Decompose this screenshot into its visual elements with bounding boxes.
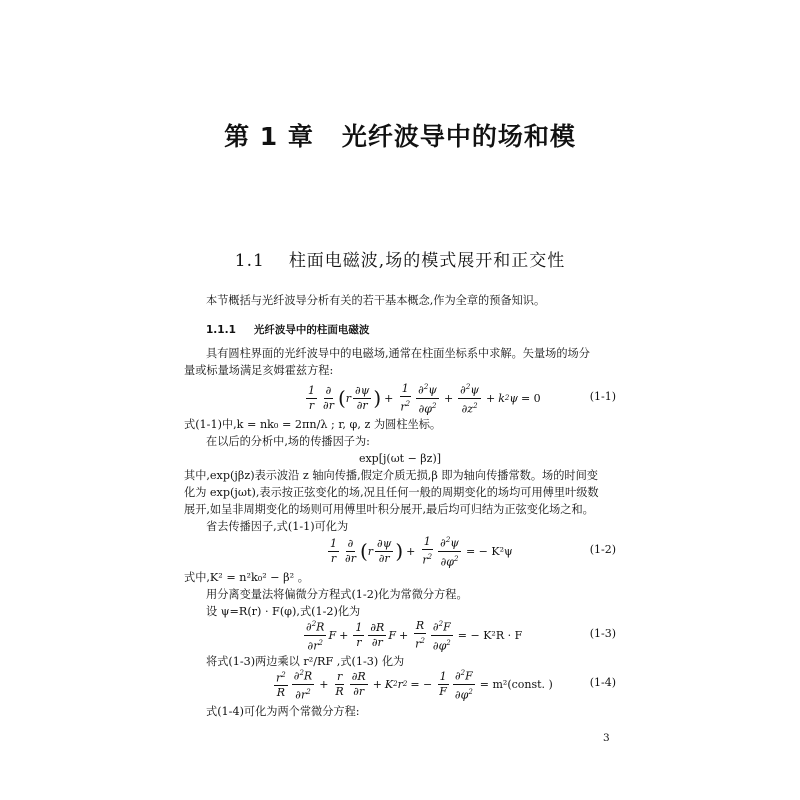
equation-1-3 bbox=[184, 617, 616, 653]
paragraph-2: 在以后的分析中,场的传播因子为: bbox=[206, 435, 370, 448]
paragraph-4: 省去传播因子,式(1-1)可化为 bbox=[206, 520, 349, 533]
equation-1-1-body: $\frac{1}{r}$ $\frac{\partial}{\partial r}$ ( r $\frac{\partial\psi}{\partial r}$ ) + $\frac{1}{r^2}$ $\frac{\partial^2\psi}{\partial\varphi^2}$ + $\frac{\partial^2\psi}{\partial z^2}$ + k 2 ψ = 0 bbox=[308, 381, 541, 416]
page-number: 3 bbox=[603, 732, 610, 744]
paragraph-6: 设 ψ=R(r) · F(φ),式(1-2)化为 bbox=[206, 605, 361, 618]
equation-1-4 bbox=[184, 666, 616, 702]
equation-1-4-body: $\frac{r^2}{R}$ $\frac{\partial^2R}{\partial r^2}$ + $\frac{r}{R}$ $\frac{\partial R}{\partial r}$ + K 2 r 2 = − $\frac{1}{F}$ $\frac{\partial^2F}{\partial\varphi^2}$ = m²(const. ) bbox=[272, 666, 556, 702]
subsection-number: 1.1.1 bbox=[206, 324, 236, 336]
subsection-name: 光纤波导中的柱面电磁波 bbox=[253, 324, 370, 336]
section-title bbox=[0, 246, 800, 271]
paragraph-3-line-2: 化为 exp(jωt),表示按正弦变化的场,况且任何一般的周期变化的场均可用傅里叶级数 bbox=[184, 486, 599, 499]
section-number: 1.1 bbox=[234, 251, 265, 271]
propagation-factor: exp[j(ωt − βz)] bbox=[358, 452, 442, 465]
equation-1-2 bbox=[184, 533, 616, 569]
equation-1-3-number: (1-3) bbox=[589, 627, 616, 640]
equation-1-3-rhs: = − K²R · F bbox=[457, 628, 523, 642]
chapter-number: 第 1 章 bbox=[224, 122, 314, 151]
equation-1-2-rhs: = − K²ψ bbox=[465, 544, 513, 558]
equation-1-1-rhs: = 0 bbox=[520, 391, 541, 405]
paragraph-3-line-1: 其中,exp(jβz)表示波沿 z 轴向传播,假定介质无损,β 即为轴向传播常数。场的时间变 bbox=[184, 469, 598, 482]
equation-1-4-number: (1-4) bbox=[589, 676, 616, 689]
paragraph-7: 将式(1-3)两边乘以 r²/RF ,式(1-3) 化为 bbox=[206, 655, 405, 668]
equation-1-2-number: (1-2) bbox=[589, 543, 616, 556]
equation-1-4-rhs: = m²(const. ) bbox=[479, 677, 553, 691]
section-name: 柱面电磁波,场的模式展开和正交性 bbox=[288, 251, 566, 271]
subsection-title bbox=[206, 322, 369, 337]
paragraph-3-line-3: 展开,如呈非周期变化的场则可用傅里叶积分展开,最后均可归结为正弦变化场之和。 bbox=[184, 503, 594, 516]
equation-1-1-number: (1-1) bbox=[589, 390, 616, 403]
chapter-name: 光纤波导中的场和模 bbox=[341, 122, 576, 151]
paragraph-5: 用分离变量法将偏微分方程式(1-2)化为常微分方程。 bbox=[206, 588, 468, 601]
paragraph-1-line-2: 量或标量场满足亥姆霍兹方程: bbox=[184, 364, 334, 377]
chapter-title bbox=[0, 117, 800, 153]
equation-1-3-body: $\frac{\partial^2R}{\partial r^2}$ F + $\frac{1}{r}$ $\frac{\partial R}{\partial r}$ F + $\frac{R}{r^2}$ $\frac{\partial^2F}{\partial\varphi^2}$ = − K²R · F bbox=[306, 618, 523, 653]
paragraph-8: 式(1-4)可化为两个常微分方程: bbox=[206, 705, 360, 718]
after-equation-1-1: 式(1-1)中,k = nk₀ = 2πn/λ ; r, φ, z 为圆柱坐标。 bbox=[184, 418, 442, 431]
equation-1-1 bbox=[184, 380, 616, 416]
equation-1-2-body: $\frac{1}{r}$ $\frac{\partial}{\partial r}$ ( r $\frac{\partial\psi}{\partial r}$ ) + $\frac{1}{r^2}$ $\frac{\partial^2\psi}{\partial\varphi^2}$ = − K²ψ bbox=[330, 534, 513, 569]
paragraph-1-line-1: 具有圆柱界面的光纤波导中的电磁场,通常在柱面坐标系中求解。矢量场的场分 bbox=[206, 347, 590, 360]
after-equation-1-2: 式中,K² = n²k₀² − β² 。 bbox=[184, 571, 309, 584]
intro-paragraph: 本节概括与光纤波导分析有关的若干基本概念,作为全章的预备知识。 bbox=[206, 294, 546, 307]
